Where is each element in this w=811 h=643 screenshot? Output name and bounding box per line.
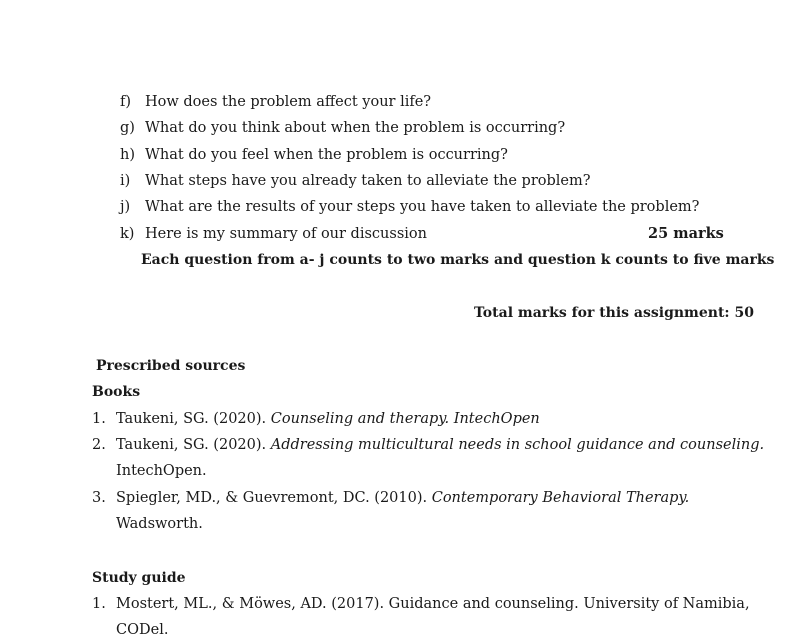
book-author: Spiegler, MD., & Guevremont, DC. (2010). [116, 490, 432, 506]
question-item [120, 145, 508, 165]
book-entry [92, 435, 764, 455]
total-marks: Total marks for this assignment: 50 [474, 305, 754, 321]
question-item [120, 171, 591, 191]
question-text: What are the results of your steps you have taken to alleviate the problem? [145, 199, 700, 215]
book-title: Counseling and therapy. IntechOpen [270, 411, 540, 427]
question-text: What do you think about when the problem is occurring? [145, 120, 566, 136]
book-author: Taukeni, SG. (2020). [116, 411, 271, 427]
question-label: f) [120, 94, 132, 110]
question-label: h) [120, 147, 135, 163]
book-number: 1. [92, 411, 106, 427]
question-item [120, 224, 427, 244]
book-publisher: IntechOpen. [116, 463, 207, 479]
question-label: i) [120, 173, 131, 189]
book-author: Taukeni, SG. (2020). [116, 437, 271, 453]
question-label: g) [120, 120, 135, 136]
book-number: 2. [92, 437, 106, 453]
question-item [120, 118, 565, 138]
book-entry [92, 409, 540, 429]
question-label: j) [120, 199, 131, 215]
book-title: Contemporary Behavioral Therapy. [431, 490, 690, 506]
study-guide-heading: Study guide [92, 570, 186, 586]
book-publisher: Wadsworth. [116, 516, 203, 532]
book-number: 3. [92, 490, 106, 506]
question-label: k) [120, 226, 135, 242]
question-marks: 25 marks [648, 225, 724, 242]
question-text: What steps have you already taken to alleviate the problem? [145, 173, 591, 189]
book-title: Addressing multicultural needs in school guidance and counseling. [270, 437, 765, 453]
study-guide-text: Mostert, ML., & Möwes, AD. (2017). Guidance and counseling. University of Namibia, [116, 596, 750, 612]
study-guide-number: 1. [92, 596, 106, 612]
question-item [120, 197, 699, 217]
books-heading: Books [92, 384, 141, 400]
question-text: How does the problem affect your life? [145, 94, 432, 110]
study-guide-continuation: CODel. [116, 622, 169, 638]
question-text: What do you feel when the problem is occurring? [145, 147, 508, 163]
study-guide-entry [92, 594, 750, 614]
prescribed-sources-heading: Prescribed sources [96, 358, 246, 374]
marks-note: Each question from a- j counts to two marks and question k counts to five marks [141, 252, 775, 268]
question-item [120, 92, 431, 112]
question-text: Here is my summary of our discussion [145, 226, 427, 242]
book-entry [92, 488, 689, 508]
